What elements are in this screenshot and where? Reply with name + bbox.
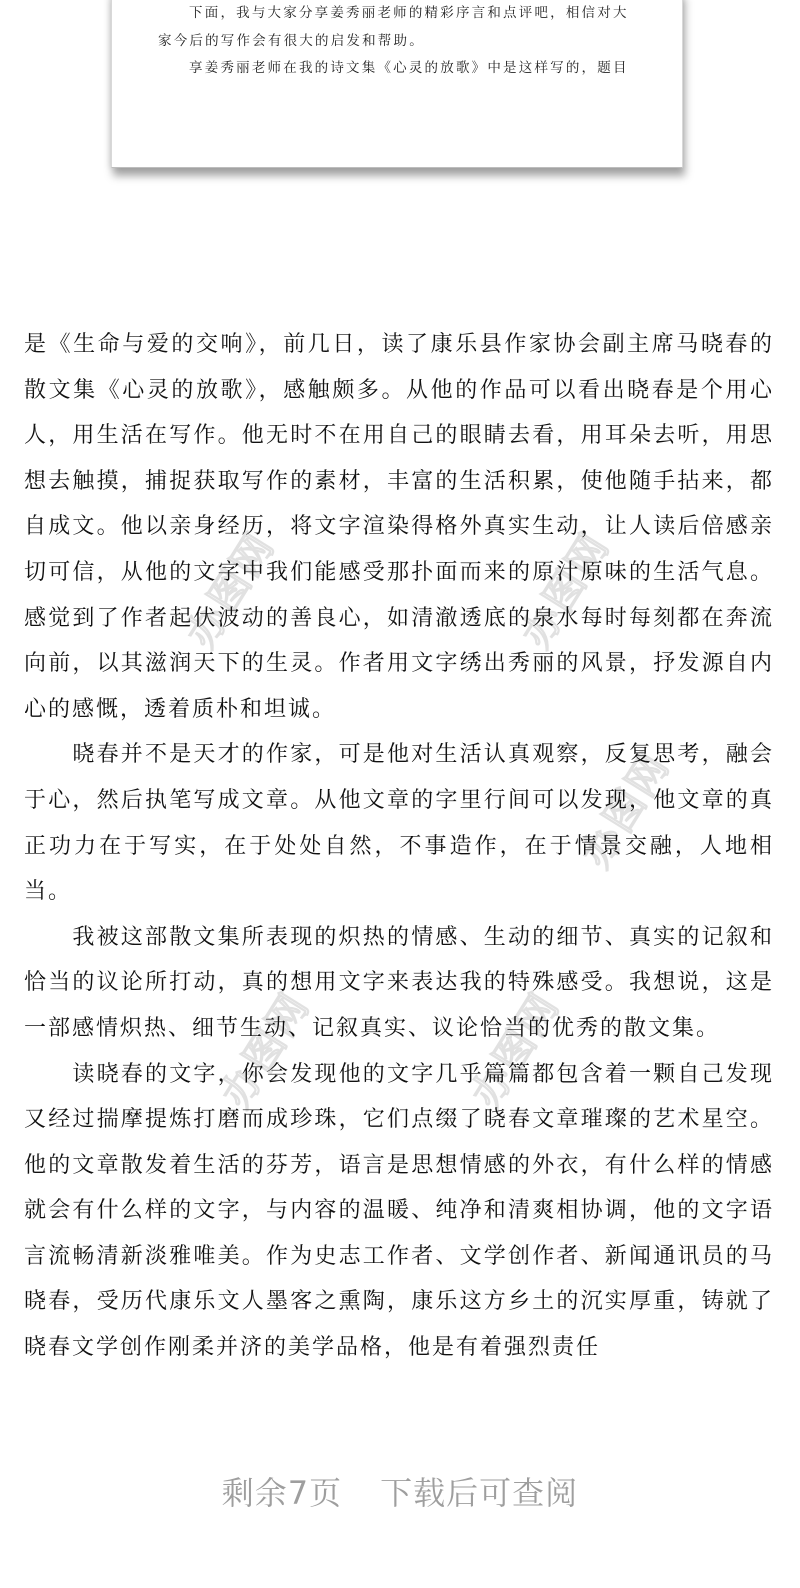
body-paragraph: 晓春并不是天才的作家，可是他对生活认真观察，反复思考，融会于心，然后执笔写成文章。从他文章的字里行间可以发现，他文章的真正功力在于写实，在于处处自然，不事造作，在于情景交融，人地相当。 bbox=[24, 742, 774, 905]
watermark: 办图网 bbox=[573, 744, 679, 876]
watermark: 办图网 bbox=[513, 524, 619, 656]
remaining-pages-banner[interactable] bbox=[0, 1468, 800, 1514]
document-body bbox=[24, 322, 774, 1371]
preview-paragraph: 享姜秀丽老师在我的诗文集《心灵的放歌》中是这样写的，题目 bbox=[189, 60, 629, 76]
preview-text-block bbox=[158, 0, 638, 83]
download-hint-link[interactable]: 下载后可查阅 bbox=[380, 1474, 579, 1512]
previous-page-preview bbox=[111, 0, 683, 168]
watermark: 办图网 bbox=[213, 984, 319, 1116]
body-paragraph: 我被这部散文集所表现的炽热的情感、生动的细节、真实的记叙和恰当的议论所打动，真的想用文字来表达我的特殊感受。我想说，这是一部感情炽热、细节生动、记叙真实、议论恰当的优秀的散文集。 bbox=[24, 924, 774, 1041]
watermark: 办图网 bbox=[178, 524, 284, 656]
watermark: 办图网 bbox=[463, 984, 569, 1116]
remaining-pages-count[interactable]: 剩余7页 bbox=[221, 1474, 343, 1512]
preview-paragraph: 下面，我与大家分享姜秀丽老师的精彩序言和点评吧，相信对大家今后的写作会有很大的启发和帮助。 bbox=[158, 5, 629, 49]
body-paragraph: 读晓春的文字，你会发现他的文字几乎篇篇都包含着一颗自己发现又经过揣摩提炼打磨而成珍珠，它们点缀了晓春文章璀璨的艺术星空。他的文章散发着生活的芬芳，语言是思想情感的外衣，有什么样的情感就会有什么样的文字，与内容的温暖、纯净和清爽相协调，他的文字语言流畅清新淡雅唯美。作为史志工作者、文学创作者、新闻通讯员的马晓春，受历代康乐文人墨客之熏陶，康乐这方乡土的沉实厚重，铸就了晓春文学创作刚柔并济的美学品格，他是有着强烈责任 bbox=[24, 1061, 774, 1361]
body-paragraph: 是《生命与爱的交响》，前几日，读了康乐县作家协会副主席马晓春的散文集《心灵的放歌》，感触颇多。从他的作品可以看出晓春是个用心人，用生活在写作。他无时不在用自己的眼睛去看，用耳朵去听，用思想去触摸，捕捉获取写作的素材，丰富的生活积累，使他随手拈来，都自成文。他以亲身经历，将文字渲染得格外真实生动，让人读后倍感亲切可信，从他的文字中我们能感受那扑面而来的原汁原味的生活气息。感觉到了作者起伏波动的善良心，如清澈透底的泉水每时每刻都在奔流向前，以其滋润天下的生灵。作者用文字绣出秀丽的风景，抒发源自内心的感慨，透着质朴和坦诚。 bbox=[24, 332, 774, 722]
